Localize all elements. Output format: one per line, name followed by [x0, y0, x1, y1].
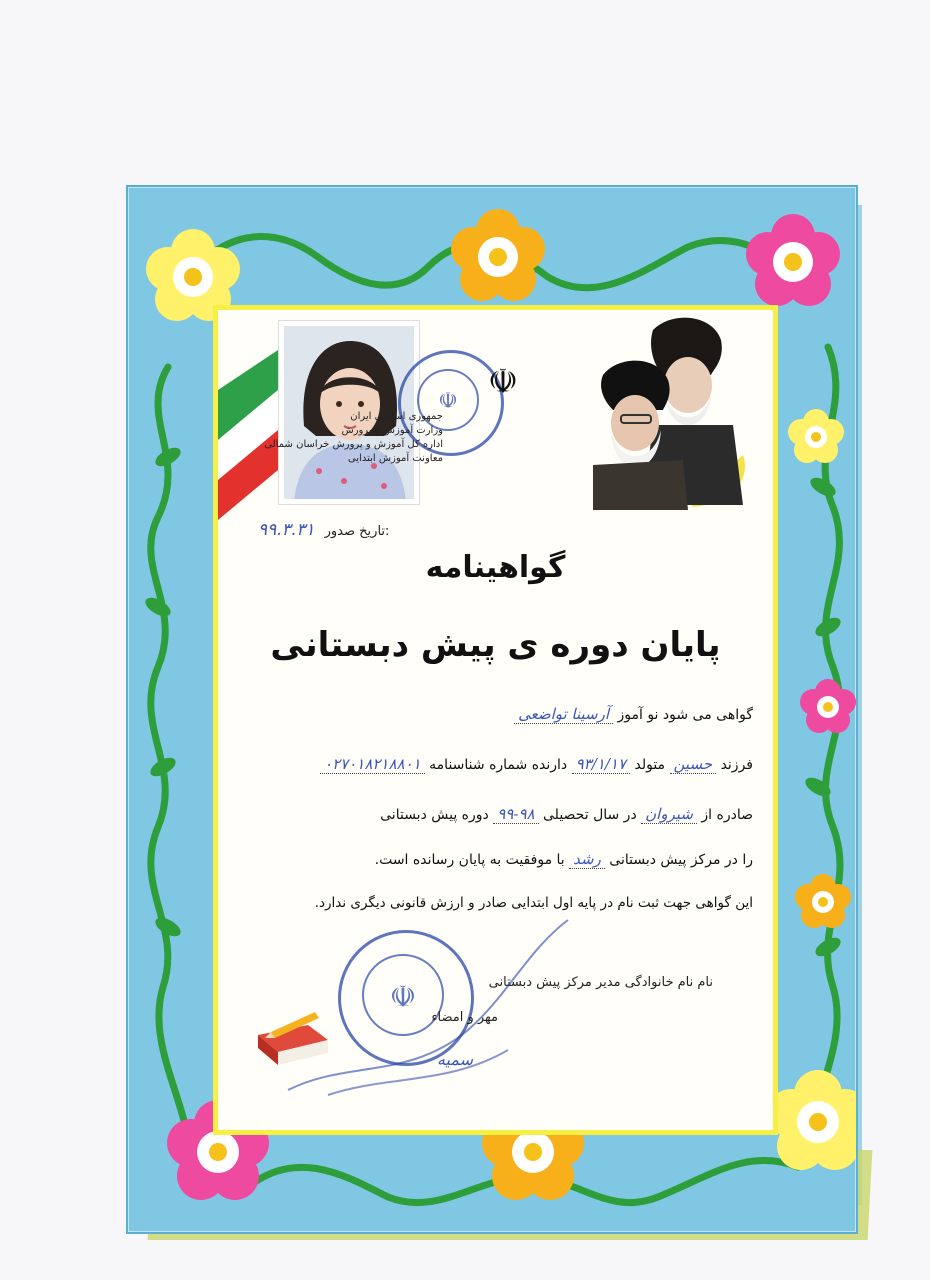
leaders-portrait — [593, 315, 758, 510]
student-line — [233, 705, 753, 723]
center-line — [233, 850, 753, 868]
student-line-prefix: گواهی می شود نو آموز — [617, 707, 753, 723]
svg-text:☫: ☫ — [389, 980, 417, 1015]
issued-from-value: شیروان — [641, 805, 697, 824]
org-line: اداره کل آموزش و پرورش خراسان شمالی — [264, 439, 443, 450]
certificate-panel — [213, 305, 778, 1135]
child-of-label: فرزند — [720, 757, 753, 773]
birth-line — [233, 755, 753, 773]
father-name-value: حسین — [670, 755, 717, 774]
school-year-value: ۹۸-۹۹ — [493, 805, 538, 824]
certificate-frame — [126, 185, 858, 1234]
book-pencil-icon — [253, 1010, 333, 1070]
issue-date-row — [258, 520, 389, 540]
svg-text:☫: ☫ — [438, 389, 458, 414]
school-year-label: در سال تحصیلی — [543, 807, 637, 823]
id-number-value: ۰۲۷۰۱۸۲۱۸۸۰۱ — [320, 755, 425, 774]
issued-from-label: صادره از — [701, 807, 753, 823]
id-label: دارنده شماره شناسنامه — [429, 757, 568, 773]
issue-date-label: تاریخ صدور: — [324, 524, 390, 539]
issuing-organization — [263, 410, 443, 466]
birth-date-value: ۹۳/۱/۱۷ — [572, 755, 630, 774]
iran-emblem-icon — [483, 355, 523, 405]
validity-note: این گواهی جهت ثبت نام در پایه اول ابتدایی صادر و ارزش قانونی دیگری ندارد. — [314, 895, 753, 911]
handwritten-signature: سمیه — [436, 1050, 473, 1069]
signature-scribble — [268, 910, 598, 1100]
svg-text:☫: ☫ — [487, 362, 519, 402]
certificate-title: گواهینامه — [425, 550, 566, 585]
course-label: دوره پیش دبستانی — [380, 807, 489, 823]
issued-line — [233, 805, 753, 823]
center-prefix: را در مرکز پیش دبستانی — [609, 852, 753, 868]
seal-and-signature-label: مهر و امضاء — [431, 1010, 498, 1025]
issue-date-value: ۹۹.۳.۳۱ — [258, 520, 315, 540]
certificate-subtitle: پایان دوره ی پیش دبستانی — [270, 625, 721, 665]
org-line: وزارت آموزش و پرورش — [341, 425, 443, 436]
center-name-value: رشد — [569, 850, 605, 869]
center-suffix: با موفقیت به پایان رسانده است. — [374, 852, 565, 868]
org-line: معاونت آموزش ابتدایی — [347, 453, 443, 464]
born-label: متولد — [634, 757, 666, 773]
student-name-value: آرسینا تواضعی — [514, 705, 613, 724]
org-line: جمهوری اسلامی ایران — [350, 411, 443, 422]
director-name-line: نام نام خانوادگی مدیر مرکز پیش دبستانی — [488, 975, 713, 990]
